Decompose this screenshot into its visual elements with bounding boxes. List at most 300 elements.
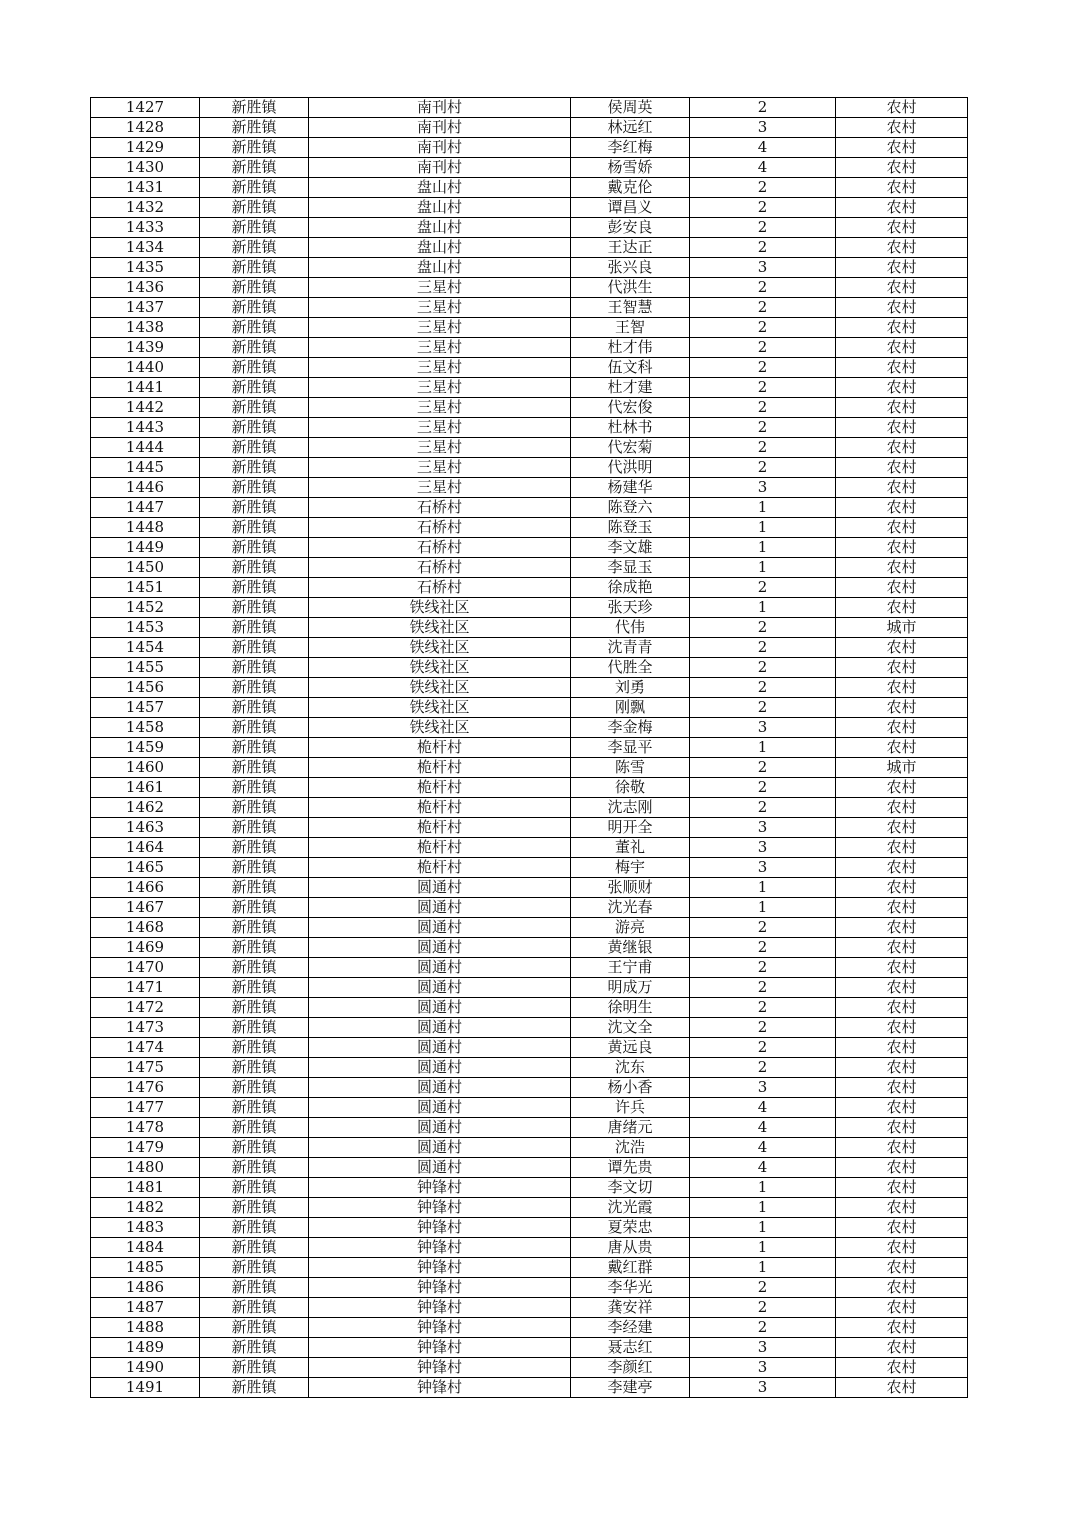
village-cell: 圆通村	[309, 918, 571, 938]
count-cell: 2	[690, 1318, 836, 1338]
row-number-cell: 1465	[91, 858, 200, 878]
name-cell: 李金梅	[571, 718, 690, 738]
town-cell: 新胜镇	[200, 1358, 309, 1378]
village-cell: 圆通村	[309, 1158, 571, 1178]
table-row	[91, 1138, 968, 1158]
village-cell: 南刊村	[309, 118, 571, 138]
name-cell: 杜才伟	[571, 338, 690, 358]
table-row	[91, 858, 968, 878]
name-cell: 杜林书	[571, 418, 690, 438]
count-cell: 1	[690, 498, 836, 518]
village-cell: 圆通村	[309, 998, 571, 1018]
type-cell: 农村	[836, 818, 968, 838]
name-cell: 代胜全	[571, 658, 690, 678]
name-cell: 林远红	[571, 118, 690, 138]
name-cell: 代宏菊	[571, 438, 690, 458]
row-number-cell: 1454	[91, 638, 200, 658]
count-cell: 1	[690, 598, 836, 618]
name-cell: 黄远良	[571, 1038, 690, 1058]
row-number-cell: 1469	[91, 938, 200, 958]
row-number-cell: 1484	[91, 1238, 200, 1258]
village-cell: 盘山村	[309, 238, 571, 258]
town-cell: 新胜镇	[200, 598, 309, 618]
table-row	[91, 1378, 968, 1398]
village-cell: 三星村	[309, 318, 571, 338]
name-cell: 徐明生	[571, 998, 690, 1018]
town-cell: 新胜镇	[200, 978, 309, 998]
village-cell: 钟锋村	[309, 1298, 571, 1318]
row-number-cell: 1431	[91, 178, 200, 198]
name-cell: 李经建	[571, 1318, 690, 1338]
table-row	[91, 518, 968, 538]
count-cell: 2	[690, 178, 836, 198]
town-cell: 新胜镇	[200, 698, 309, 718]
name-cell: 王智	[571, 318, 690, 338]
type-cell: 农村	[836, 578, 968, 598]
row-number-cell: 1479	[91, 1138, 200, 1158]
type-cell: 农村	[836, 1158, 968, 1178]
name-cell: 唐绪元	[571, 1118, 690, 1138]
row-number-cell: 1491	[91, 1378, 200, 1398]
town-cell: 新胜镇	[200, 838, 309, 858]
table-row	[91, 618, 968, 638]
row-number-cell: 1436	[91, 278, 200, 298]
town-cell: 新胜镇	[200, 738, 309, 758]
row-number-cell: 1460	[91, 758, 200, 778]
table-row	[91, 938, 968, 958]
row-number-cell: 1445	[91, 458, 200, 478]
row-number-cell: 1473	[91, 1018, 200, 1038]
count-cell: 3	[690, 258, 836, 278]
village-cell: 钟锋村	[309, 1258, 571, 1278]
town-cell: 新胜镇	[200, 918, 309, 938]
type-cell: 农村	[836, 778, 968, 798]
row-number-cell: 1487	[91, 1298, 200, 1318]
type-cell: 农村	[836, 1198, 968, 1218]
name-cell: 代洪生	[571, 278, 690, 298]
table-row	[91, 1158, 968, 1178]
name-cell: 李文雄	[571, 538, 690, 558]
row-number-cell: 1458	[91, 718, 200, 738]
count-cell: 1	[690, 1198, 836, 1218]
count-cell: 2	[690, 1018, 836, 1038]
table-row	[91, 1358, 968, 1378]
count-cell: 3	[690, 818, 836, 838]
row-number-cell: 1450	[91, 558, 200, 578]
table-row	[91, 298, 968, 318]
type-cell: 农村	[836, 398, 968, 418]
table-row	[91, 1058, 968, 1078]
town-cell: 新胜镇	[200, 198, 309, 218]
row-number-cell: 1443	[91, 418, 200, 438]
village-cell: 铁线社区	[309, 718, 571, 738]
town-cell: 新胜镇	[200, 178, 309, 198]
row-number-cell: 1435	[91, 258, 200, 278]
type-cell: 农村	[836, 858, 968, 878]
village-cell: 钟锋村	[309, 1218, 571, 1238]
village-cell: 圆通村	[309, 1078, 571, 1098]
name-cell: 张顺财	[571, 878, 690, 898]
table-row	[91, 158, 968, 178]
name-cell: 游亮	[571, 918, 690, 938]
town-cell: 新胜镇	[200, 518, 309, 538]
name-cell: 张兴良	[571, 258, 690, 278]
row-number-cell: 1481	[91, 1178, 200, 1198]
town-cell: 新胜镇	[200, 898, 309, 918]
count-cell: 2	[690, 978, 836, 998]
town-cell: 新胜镇	[200, 1078, 309, 1098]
type-cell: 农村	[836, 598, 968, 618]
name-cell: 杨雪娇	[571, 158, 690, 178]
count-cell: 2	[690, 278, 836, 298]
count-cell: 1	[690, 1258, 836, 1278]
village-cell: 圆通村	[309, 1098, 571, 1118]
type-cell: 农村	[836, 1058, 968, 1078]
table-row	[91, 1178, 968, 1198]
count-cell: 2	[690, 1058, 836, 1078]
table-row	[91, 718, 968, 738]
type-cell: 农村	[836, 318, 968, 338]
table-row	[91, 598, 968, 618]
row-number-cell: 1437	[91, 298, 200, 318]
type-cell: 农村	[836, 1038, 968, 1058]
name-cell: 刚飘	[571, 698, 690, 718]
table-row	[91, 698, 968, 718]
name-cell: 李颜红	[571, 1358, 690, 1378]
count-cell: 2	[690, 938, 836, 958]
name-cell: 代宏俊	[571, 398, 690, 418]
type-cell: 农村	[836, 978, 968, 998]
count-cell: 3	[690, 1378, 836, 1398]
town-cell: 新胜镇	[200, 558, 309, 578]
town-cell: 新胜镇	[200, 798, 309, 818]
name-cell: 彭安良	[571, 218, 690, 238]
table-row	[91, 838, 968, 858]
table-row	[91, 758, 968, 778]
row-number-cell: 1485	[91, 1258, 200, 1278]
table-row	[91, 1038, 968, 1058]
row-number-cell: 1439	[91, 338, 200, 358]
village-cell: 盘山村	[309, 218, 571, 238]
type-cell: 农村	[836, 1378, 968, 1398]
name-cell: 王宁甫	[571, 958, 690, 978]
table-row	[91, 998, 968, 1018]
town-cell: 新胜镇	[200, 118, 309, 138]
type-cell: 农村	[836, 1078, 968, 1098]
count-cell: 2	[690, 318, 836, 338]
type-cell: 农村	[836, 238, 968, 258]
village-cell: 盘山村	[309, 178, 571, 198]
count-cell: 2	[690, 358, 836, 378]
type-cell: 农村	[836, 898, 968, 918]
type-cell: 农村	[836, 918, 968, 938]
name-cell: 龚安祥	[571, 1298, 690, 1318]
town-cell: 新胜镇	[200, 158, 309, 178]
town-cell: 新胜镇	[200, 1278, 309, 1298]
count-cell: 2	[690, 998, 836, 1018]
count-cell: 2	[690, 98, 836, 118]
type-cell: 城市	[836, 618, 968, 638]
count-cell: 2	[690, 298, 836, 318]
table-row	[91, 798, 968, 818]
type-cell: 农村	[836, 178, 968, 198]
row-number-cell: 1440	[91, 358, 200, 378]
village-cell: 铁线社区	[309, 618, 571, 638]
table-row	[91, 818, 968, 838]
town-cell: 新胜镇	[200, 1298, 309, 1318]
town-cell: 新胜镇	[200, 478, 309, 498]
type-cell: 农村	[836, 1258, 968, 1278]
village-cell: 三星村	[309, 278, 571, 298]
village-cell: 三星村	[309, 398, 571, 418]
count-cell: 2	[690, 658, 836, 678]
type-cell: 农村	[836, 998, 968, 1018]
type-cell: 农村	[836, 658, 968, 678]
name-cell: 代洪明	[571, 458, 690, 478]
count-cell: 2	[690, 338, 836, 358]
row-number-cell: 1455	[91, 658, 200, 678]
town-cell: 新胜镇	[200, 878, 309, 898]
row-number-cell: 1482	[91, 1198, 200, 1218]
count-cell: 3	[690, 1338, 836, 1358]
village-cell: 三星村	[309, 338, 571, 358]
table-row	[91, 918, 968, 938]
row-number-cell: 1429	[91, 138, 200, 158]
name-cell: 谭先贵	[571, 1158, 690, 1178]
village-cell: 三星村	[309, 358, 571, 378]
count-cell: 1	[690, 1238, 836, 1258]
town-cell: 新胜镇	[200, 358, 309, 378]
village-cell: 钟锋村	[309, 1378, 571, 1398]
town-cell: 新胜镇	[200, 1158, 309, 1178]
table-row	[91, 198, 968, 218]
table-row	[91, 358, 968, 378]
row-number-cell: 1427	[91, 98, 200, 118]
name-cell: 陈雪	[571, 758, 690, 778]
name-cell: 唐从贵	[571, 1238, 690, 1258]
table-body	[91, 98, 968, 1398]
type-cell: 农村	[836, 458, 968, 478]
town-cell: 新胜镇	[200, 1058, 309, 1078]
town-cell: 新胜镇	[200, 758, 309, 778]
town-cell: 新胜镇	[200, 538, 309, 558]
count-cell: 1	[690, 878, 836, 898]
row-number-cell: 1430	[91, 158, 200, 178]
town-cell: 新胜镇	[200, 238, 309, 258]
count-cell: 3	[690, 1078, 836, 1098]
village-cell: 铁线社区	[309, 698, 571, 718]
table-row	[91, 1298, 968, 1318]
count-cell: 2	[690, 1278, 836, 1298]
table-row	[91, 118, 968, 138]
table-row	[91, 738, 968, 758]
village-cell: 圆通村	[309, 1118, 571, 1138]
row-number-cell: 1434	[91, 238, 200, 258]
row-number-cell: 1442	[91, 398, 200, 418]
table-row	[91, 1098, 968, 1118]
type-cell: 农村	[836, 158, 968, 178]
row-number-cell: 1444	[91, 438, 200, 458]
town-cell: 新胜镇	[200, 138, 309, 158]
table-row	[91, 878, 968, 898]
name-cell: 许兵	[571, 1098, 690, 1118]
row-number-cell: 1462	[91, 798, 200, 818]
name-cell: 戴红群	[571, 1258, 690, 1278]
table-row	[91, 1078, 968, 1098]
name-cell: 夏荣忠	[571, 1218, 690, 1238]
row-number-cell: 1459	[91, 738, 200, 758]
row-number-cell: 1461	[91, 778, 200, 798]
table-row	[91, 538, 968, 558]
table-row	[91, 1278, 968, 1298]
village-cell: 铁线社区	[309, 678, 571, 698]
type-cell: 农村	[836, 718, 968, 738]
row-number-cell: 1453	[91, 618, 200, 638]
table-row	[91, 978, 968, 998]
table-row	[91, 1018, 968, 1038]
village-cell: 圆通村	[309, 898, 571, 918]
count-cell: 2	[690, 698, 836, 718]
table-row	[91, 438, 968, 458]
village-cell: 铁线社区	[309, 658, 571, 678]
type-cell: 农村	[836, 1118, 968, 1138]
village-cell: 盘山村	[309, 258, 571, 278]
village-cell: 南刊村	[309, 158, 571, 178]
town-cell: 新胜镇	[200, 398, 309, 418]
type-cell: 农村	[836, 198, 968, 218]
village-cell: 盘山村	[309, 198, 571, 218]
town-cell: 新胜镇	[200, 938, 309, 958]
table-row	[91, 1238, 968, 1258]
type-cell: 农村	[836, 358, 968, 378]
row-number-cell: 1449	[91, 538, 200, 558]
name-cell: 陈登六	[571, 498, 690, 518]
table-row	[91, 98, 968, 118]
table-row	[91, 418, 968, 438]
type-cell: 农村	[836, 278, 968, 298]
village-cell: 南刊村	[309, 98, 571, 118]
table-row	[91, 658, 968, 678]
count-cell: 4	[690, 138, 836, 158]
type-cell: 农村	[836, 878, 968, 898]
town-cell: 新胜镇	[200, 1038, 309, 1058]
type-cell: 农村	[836, 1098, 968, 1118]
town-cell: 新胜镇	[200, 1258, 309, 1278]
type-cell: 农村	[836, 838, 968, 858]
row-number-cell: 1489	[91, 1338, 200, 1358]
town-cell: 新胜镇	[200, 678, 309, 698]
count-cell: 3	[690, 118, 836, 138]
row-number-cell: 1452	[91, 598, 200, 618]
type-cell: 农村	[836, 138, 968, 158]
name-cell: 李显平	[571, 738, 690, 758]
village-cell: 钟锋村	[309, 1178, 571, 1198]
name-cell: 张天珍	[571, 598, 690, 618]
town-cell: 新胜镇	[200, 958, 309, 978]
count-cell: 2	[690, 778, 836, 798]
row-number-cell: 1477	[91, 1098, 200, 1118]
village-cell: 三星村	[309, 438, 571, 458]
town-cell: 新胜镇	[200, 1138, 309, 1158]
count-cell: 3	[690, 838, 836, 858]
table-row	[91, 638, 968, 658]
row-number-cell: 1428	[91, 118, 200, 138]
table-row	[91, 238, 968, 258]
type-cell: 农村	[836, 1318, 968, 1338]
village-cell: 三星村	[309, 418, 571, 438]
type-cell: 农村	[836, 258, 968, 278]
type-cell: 农村	[836, 558, 968, 578]
village-cell: 圆通村	[309, 938, 571, 958]
town-cell: 新胜镇	[200, 498, 309, 518]
village-cell: 桅杆村	[309, 838, 571, 858]
count-cell: 4	[690, 1098, 836, 1118]
row-number-cell: 1438	[91, 318, 200, 338]
count-cell: 1	[690, 1218, 836, 1238]
type-cell: 农村	[836, 538, 968, 558]
name-cell: 李红梅	[571, 138, 690, 158]
row-number-cell: 1463	[91, 818, 200, 838]
count-cell: 2	[690, 438, 836, 458]
table-row	[91, 1318, 968, 1338]
village-cell: 南刊村	[309, 138, 571, 158]
row-number-cell: 1471	[91, 978, 200, 998]
table-row	[91, 1338, 968, 1358]
name-cell: 谭昌义	[571, 198, 690, 218]
village-cell: 钟锋村	[309, 1238, 571, 1258]
town-cell: 新胜镇	[200, 818, 309, 838]
row-number-cell: 1467	[91, 898, 200, 918]
type-cell: 农村	[836, 498, 968, 518]
type-cell: 农村	[836, 958, 968, 978]
count-cell: 3	[690, 858, 836, 878]
table-row	[91, 318, 968, 338]
type-cell: 农村	[836, 218, 968, 238]
village-cell: 圆通村	[309, 1038, 571, 1058]
village-cell: 桅杆村	[309, 858, 571, 878]
town-cell: 新胜镇	[200, 1238, 309, 1258]
town-cell: 新胜镇	[200, 258, 309, 278]
name-cell: 伍文科	[571, 358, 690, 378]
type-cell: 农村	[836, 1138, 968, 1158]
count-cell: 2	[690, 198, 836, 218]
count-cell: 4	[690, 1138, 836, 1158]
town-cell: 新胜镇	[200, 1218, 309, 1238]
village-cell: 钟锋村	[309, 1198, 571, 1218]
town-cell: 新胜镇	[200, 858, 309, 878]
type-cell: 农村	[836, 98, 968, 118]
town-cell: 新胜镇	[200, 98, 309, 118]
count-cell: 1	[690, 518, 836, 538]
table-row	[91, 1218, 968, 1238]
table-row	[91, 1198, 968, 1218]
town-cell: 新胜镇	[200, 298, 309, 318]
village-cell: 圆通村	[309, 1058, 571, 1078]
count-cell: 2	[690, 958, 836, 978]
count-cell: 2	[690, 758, 836, 778]
type-cell: 农村	[836, 418, 968, 438]
village-cell: 钟锋村	[309, 1278, 571, 1298]
row-number-cell: 1472	[91, 998, 200, 1018]
village-cell: 桅杆村	[309, 778, 571, 798]
count-cell: 2	[690, 918, 836, 938]
town-cell: 新胜镇	[200, 658, 309, 678]
name-cell: 聂志红	[571, 1338, 690, 1358]
type-cell: 农村	[836, 378, 968, 398]
table-row	[91, 278, 968, 298]
name-cell: 徐敬	[571, 778, 690, 798]
village-cell: 圆通村	[309, 1138, 571, 1158]
